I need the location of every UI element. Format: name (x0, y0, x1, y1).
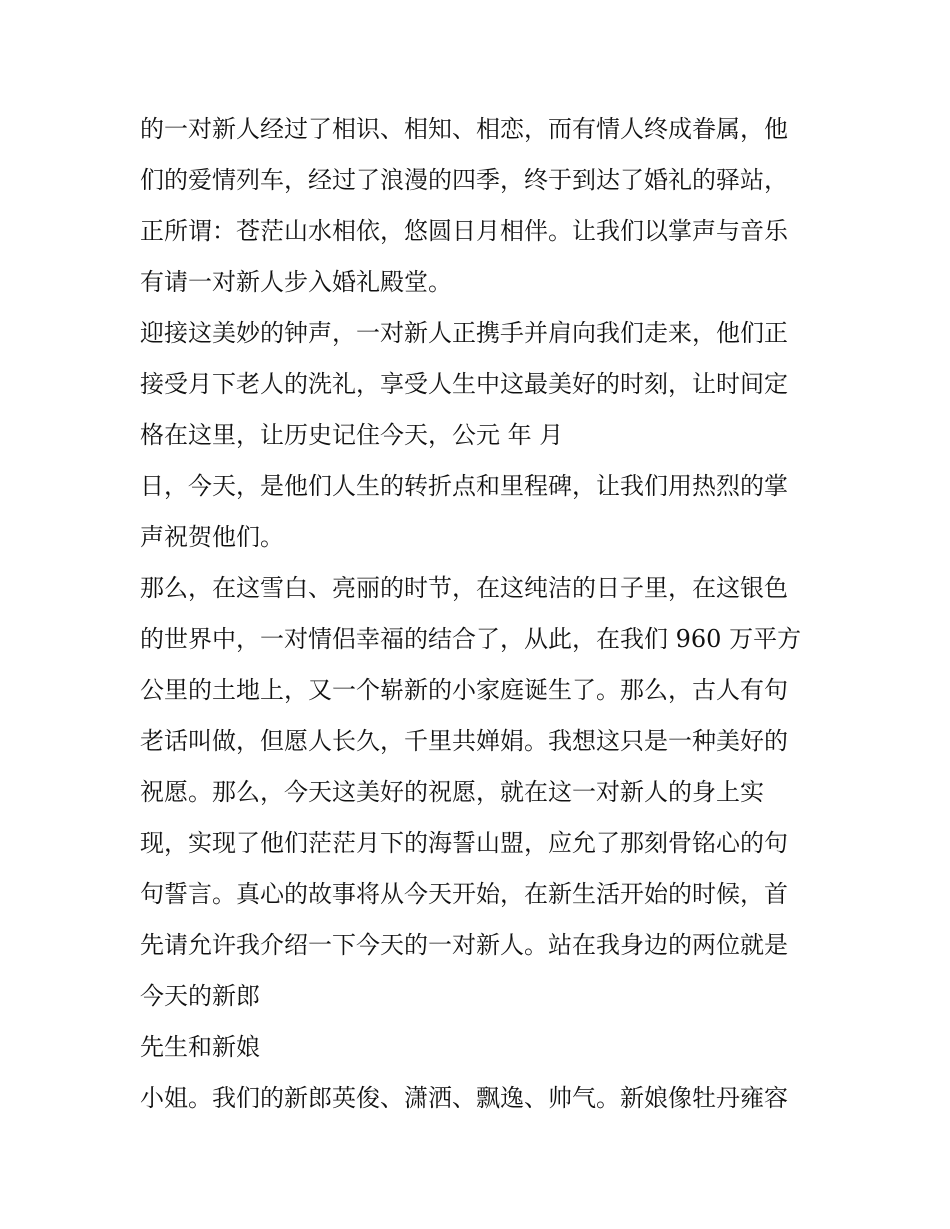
text-line: 日，今天，是他们人生的转折点和里程碑，让我们用热烈的掌 (140, 472, 788, 500)
text-line: 迎接这美妙的钟声，一对新人正携手并肩向我们走来，他们正 (140, 319, 788, 347)
text-line: 老话叫做，但愿人长久，千里共婵娟。我想这只是一种美好的 (140, 727, 788, 755)
text-line: 那么，在这雪白、亮丽的时节，在这纯洁的日子里，在这银色 (140, 574, 788, 602)
text-line: 声祝贺他们。 (140, 523, 284, 551)
text-line: 先请允许我介绍一下今天的一对新人。站在我身边的两位就是 (140, 931, 788, 959)
text-line: 格在这里，让历史记住今天，公元 年 月 (140, 421, 564, 449)
text-line: 句誓言。真心的故事将从今天开始，在新生活开始的时候，首 (140, 880, 788, 908)
text-line: 小姐。我们的新郎英俊、潇洒、飘逸、帅气。新娘像牡丹雍容 (140, 1084, 788, 1112)
text-line: 正所谓：苍茫山水相依，悠圆日月相伴。让我们以掌声与音乐 (140, 217, 788, 245)
text-line: 的一对新人经过了相识、相知、相恋，而有情人终成眷属，他 (140, 115, 788, 143)
text-line: 公里的土地上，又一个崭新的小家庭诞生了。那么，古人有句 (140, 676, 788, 704)
text-line: 现，实现了他们茫茫月下的海誓山盟，应允了那刻骨铭心的句 (140, 829, 788, 857)
text-line: 祝愿。那么，今天这美好的祝愿，就在这一对新人的身上实 (140, 778, 764, 806)
text-line: 今天的新郎 (140, 982, 260, 1010)
text-line: 有请一对新人步入婚礼殿堂。 (140, 268, 452, 296)
text-line: 先生和新娘 (140, 1033, 260, 1061)
text-line: 接受月下老人的洗礼，享受人生中这最美好的时刻，让时间定 (140, 370, 788, 398)
text-line: 的世界中，一对情侣幸福的结合了，从此，在我们 960 万平方 (140, 625, 802, 653)
text-line: 们的爱情列车，经过了浪漫的四季，终于到达了婚礼的驿站， (140, 166, 788, 194)
